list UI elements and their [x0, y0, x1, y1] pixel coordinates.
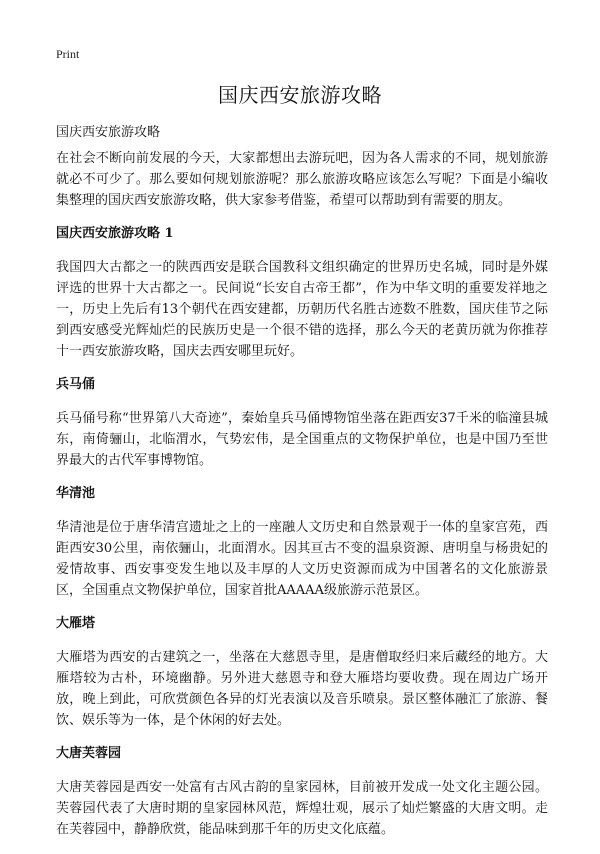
section-heading: 国庆西安旅游攻略 1 [56, 226, 174, 241]
section-paragraph: 兵马俑号称“世界第八大奇迹”，秦始皇兵马俑博物馆坐落在距西安37千米的临潼县城东，南倚骊山，北临渭水，气势宏伟，是全国重点的文物保护单位，也是中国乃至世界最大的古代军事博物馆。 [56, 411, 548, 468]
section-paragraph: 大唐芙蓉园是西安一处富有古风古韵的皇家园林，目前被开发成一处文化主题公园。芙蓉园代表了大唐时期的皇家园林风范，辉煌壮观，展示了灿烂繁盛的大唐文明。走在芙蓉园中，静静欣赏，能品味到那千年的历史文化底蕴。 [56, 780, 548, 837]
section-heading: 大唐芙蓉园 [56, 746, 122, 761]
print-link[interactable]: Print [56, 47, 80, 61]
article-body [56, 148, 548, 854]
page-title: 国庆西安旅游攻略 [218, 83, 382, 107]
section-paragraph: 我国四大古都之一的陕西西安是联合国教科文组织确定的世界历史名城，同时是外媒评选的世界十大古都之一。民间说“长安自古帝王都”，作为中华文明的重要发祥地之一，历史上先后有13个朝代在西安建都，历朝历代名胜古迹数不胜数，国庆佳节之际到西安感受光辉灿烂的民族历史是一个很不错的选择，那么今天的老黄历就为你推荐十一西安旅游攻略，国庆去西安哪里玩好。 [56, 260, 548, 359]
intro-paragraph: 在社会不断向前发展的今天，大家都想出去游玩吧，因为各人需求的不同，规划旅游就必不可少了。那么要如何规划旅游呢？那么旅游攻略应该怎么写呢？下面是小编收集整理的国庆西安旅游攻略，供大家参考借鉴，希望可以帮助到有需要的朋友。 [56, 151, 548, 208]
section-paragraph: 华清池是位于唐华清宫遗址之上的一座融人文历史和自然景观于一体的皇家宫苑，西距西安30公里，南依骊山，北面渭水。因其亘古不变的温泉资源、唐明皇与杨贵妃的爱情故事、西安事变发生地以及丰厚的人文历史资源而成为中国著名的文化旅游景区，全国重点文物保护单位，国家首批AAAAA级旅游示范景区。 [56, 520, 548, 598]
section-heading: 兵马俑 [56, 377, 96, 392]
section-paragraph: 大雁塔为西安的古建筑之一，坐落在大慈恩寺里，是唐僧取经归来后藏经的地方。大雁塔较为古朴，环境幽静。另外进大慈恩寺和登大雁塔均要收费。现在周边广场开放，晚上到此，可欣赏颜色各异的灯光表演以及音乐喷泉。景区整体融汇了旅游、餐饮、娱乐等为一体，是个休闲的好去处。 [56, 650, 548, 728]
document-subtitle: 国庆西安旅游攻略 [56, 125, 161, 140]
section-heading: 大雁塔 [56, 616, 96, 631]
section-heading: 华清池 [56, 486, 96, 501]
